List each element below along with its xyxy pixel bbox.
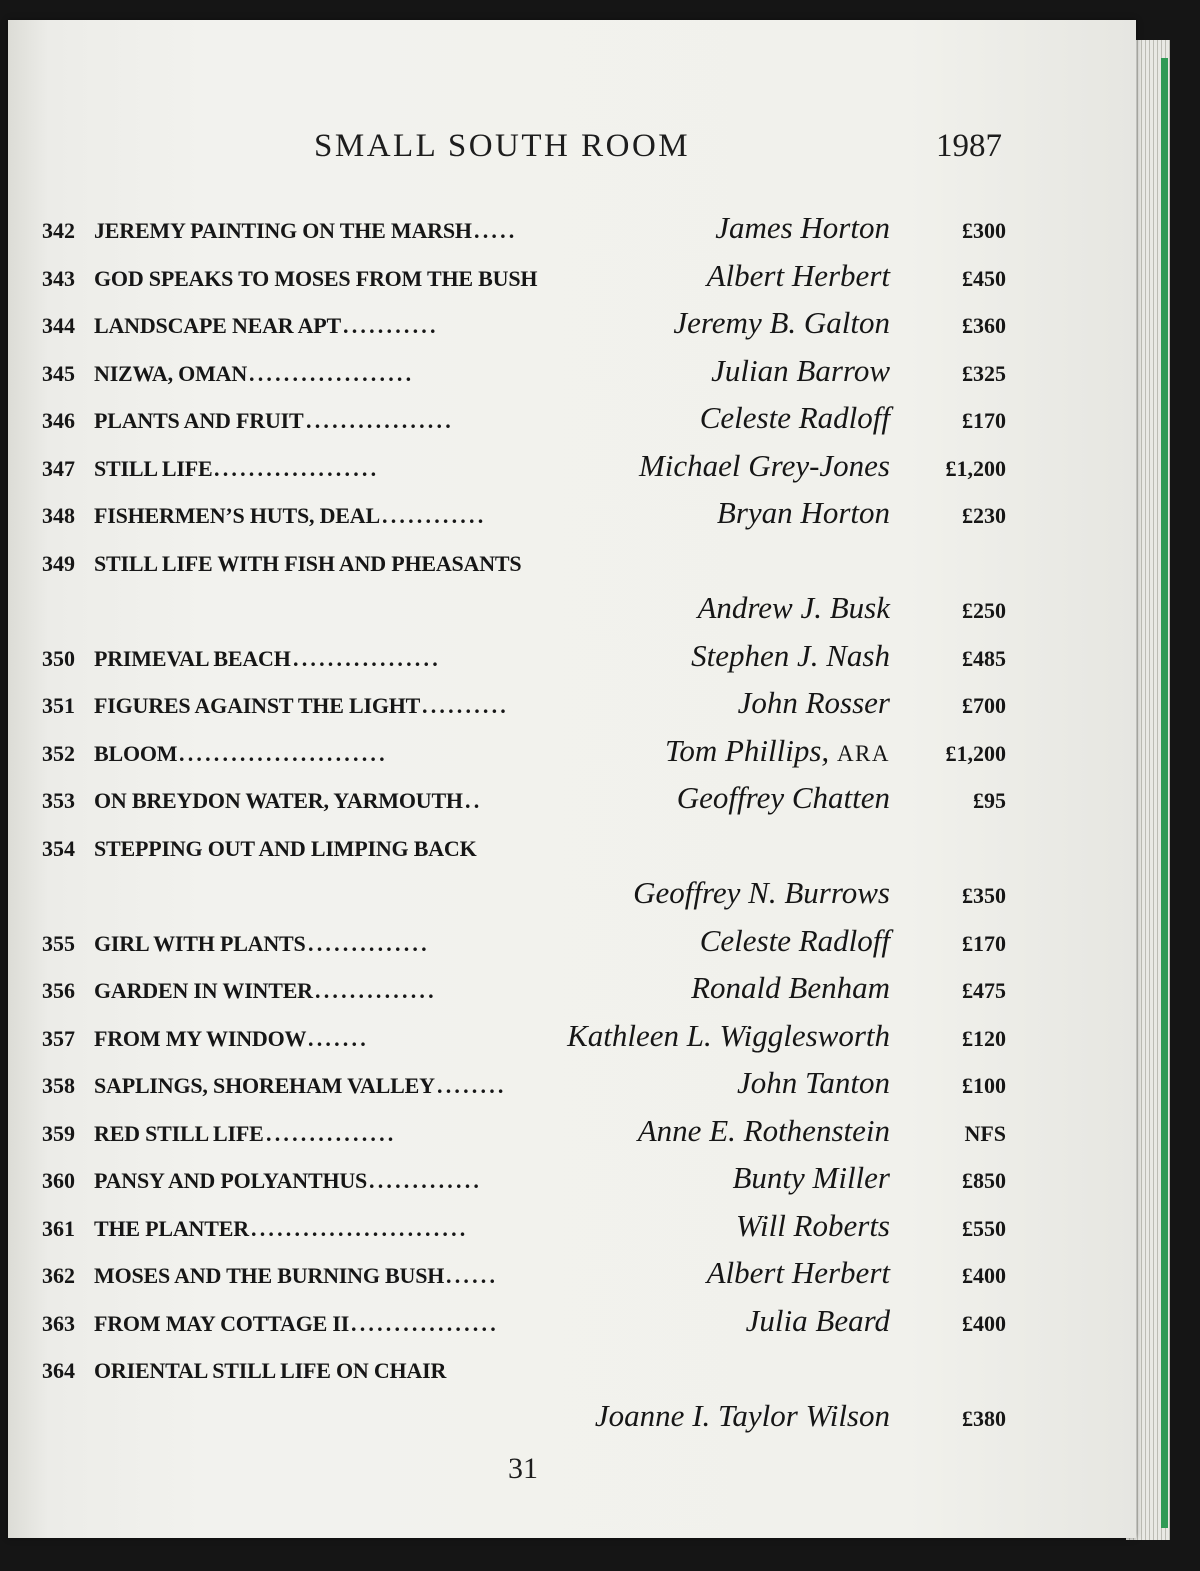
entry-artist: Albert Herbert xyxy=(706,1255,890,1290)
catalogue-entry xyxy=(8,444,1136,492)
entry-number: 352 xyxy=(42,740,75,766)
bookmark-strip xyxy=(1161,58,1168,1528)
dot-leader: ................. xyxy=(306,408,454,433)
dot-leader: .............. xyxy=(315,978,437,1003)
entry-price: £250 xyxy=(962,598,1006,623)
entry-artist: Geoffrey Chatten xyxy=(676,780,890,815)
entry-artist: John Rosser xyxy=(737,685,890,720)
dot-leader: ............... xyxy=(266,1120,397,1146)
entry-artist-group xyxy=(665,733,890,769)
catalogue-entry xyxy=(8,254,1136,302)
catalogue-entry xyxy=(8,776,1136,824)
entry-title: JEREMY PAINTING ON THE MARSH xyxy=(94,218,472,243)
entry-title: RED STILL LIFE xyxy=(94,1120,264,1146)
entry-number: 359 xyxy=(42,1120,75,1146)
entry-title: BLOOM xyxy=(94,740,178,766)
entry-price: £350 xyxy=(962,883,1006,908)
page-number: 31 xyxy=(508,1452,538,1485)
entry-price: £325 xyxy=(962,360,1006,386)
entry-number: 343 xyxy=(42,265,75,291)
entry-price: £850 xyxy=(962,1168,1006,1193)
catalogue-entry xyxy=(8,919,1136,967)
dot-leader: ............ xyxy=(382,503,487,528)
entry-title: THE PLANTER xyxy=(94,1215,249,1241)
entry-number: 357 xyxy=(42,1025,75,1051)
entry-price: £1,200 xyxy=(945,455,1006,481)
catalogue-entry xyxy=(8,206,1136,254)
entry-title: NIZWA, OMAN xyxy=(94,360,248,386)
catalogue-entry xyxy=(8,1156,1136,1204)
dot-leader: .. xyxy=(465,788,483,813)
entry-number: 351 xyxy=(42,693,75,718)
entry-number: 356 xyxy=(42,978,75,1003)
dot-leader: ......................... xyxy=(251,1215,469,1241)
entry-number: 355 xyxy=(42,930,75,956)
entry-title: FIGURES AGAINST THE LIGHT xyxy=(94,693,421,718)
entry-title: STEPPING OUT AND LIMPING BACK xyxy=(94,835,477,861)
entry-number: 349 xyxy=(42,550,75,576)
entry-title: STILL LIFE WITH FISH AND PHEASANTS xyxy=(94,550,522,576)
entry-title: FROM MY WINDOW xyxy=(94,1025,307,1051)
entry-artist: Anne E. Rothenstein xyxy=(637,1112,890,1148)
entry-number: 350 xyxy=(42,645,75,671)
entry-artist: Bunty Miller xyxy=(732,1160,890,1195)
dot-leader: ...... xyxy=(446,1263,499,1288)
entry-price: NFS xyxy=(964,1120,1006,1146)
catalogue-year: 1987 xyxy=(936,128,1002,164)
entry-price: £300 xyxy=(962,218,1006,243)
dot-leader: .......... xyxy=(422,693,509,718)
entry-artist: Kathleen L. Wigglesworth xyxy=(567,1017,890,1053)
entry-number: 361 xyxy=(42,1215,75,1241)
entry-price: £100 xyxy=(962,1073,1006,1098)
dot-leader: ................. xyxy=(351,1310,499,1336)
catalogue-entry xyxy=(8,539,1136,587)
page-header xyxy=(8,128,1136,172)
entry-price: £380 xyxy=(962,1405,1006,1431)
entry-title: PANSY AND POLYANTHUS xyxy=(94,1168,368,1193)
entry-price: £400 xyxy=(962,1310,1006,1336)
catalogue-entry xyxy=(8,1251,1136,1299)
entry-number: 364 xyxy=(42,1358,75,1383)
entry-artist: Will Roberts xyxy=(735,1207,890,1243)
catalogue-entry xyxy=(8,824,1136,872)
entry-artist: Ronald Benham xyxy=(691,970,890,1005)
catalogue-entry xyxy=(8,966,1136,1014)
entry-artist: Julian Barrow xyxy=(711,352,890,388)
entry-title: LANDSCAPE NEAR APT xyxy=(94,313,341,338)
entry-artist: Geoffrey N. Burrows xyxy=(633,875,890,910)
entry-artist: Julia Beard xyxy=(745,1302,890,1338)
entry-number: 344 xyxy=(42,313,75,338)
dot-leader: ................. xyxy=(293,645,441,671)
catalogue-entry xyxy=(8,1346,1136,1394)
entry-title: PLANTS AND FRUIT xyxy=(94,408,304,433)
entry-artist: Tom Phillips, xyxy=(664,732,830,768)
dot-leader: ........ xyxy=(437,1073,507,1098)
entry-artist: James Horton xyxy=(715,210,890,245)
dot-leader: ................... xyxy=(249,360,415,386)
catalogue-entry xyxy=(8,1109,1136,1157)
dot-leader: ........... xyxy=(343,313,439,338)
entry-number: 347 xyxy=(42,455,75,481)
entry-price: £1,200 xyxy=(945,740,1006,766)
entry-title: PRIMEVAL BEACH xyxy=(94,645,291,671)
catalogue-entry xyxy=(8,396,1136,444)
entry-price: £450 xyxy=(962,265,1006,291)
entry-title: MOSES AND THE BURNING BUSH xyxy=(94,1263,445,1288)
catalogue-entry xyxy=(8,1299,1136,1347)
catalogue-entry xyxy=(8,1061,1136,1109)
entry-artist: Stephen J. Nash xyxy=(691,637,890,673)
catalogue-entry xyxy=(8,634,1136,682)
entry-artist: Andrew J. Busk xyxy=(697,590,890,625)
entry-title: FISHERMEN’S HUTS, DEAL xyxy=(94,503,380,528)
entry-price: £170 xyxy=(962,408,1006,433)
dot-leader: ........................ xyxy=(179,740,388,766)
entry-number: 363 xyxy=(42,1310,75,1336)
entry-price: £230 xyxy=(962,503,1006,528)
entry-number: 360 xyxy=(42,1168,75,1193)
catalogue-entry xyxy=(8,871,1136,919)
entry-title: ON BREYDON WATER, YARMOUTH xyxy=(94,788,463,813)
entry-price: £170 xyxy=(962,930,1006,956)
catalogue-entry xyxy=(8,681,1136,729)
entry-title: STILL LIFE xyxy=(94,455,213,481)
entry-artist: Bryan Horton xyxy=(716,495,890,530)
entry-title: GARDEN IN WINTER xyxy=(94,978,313,1003)
entry-price: £485 xyxy=(962,645,1006,671)
entry-price: £400 xyxy=(962,1263,1006,1288)
entry-title: GOD SPEAKS TO MOSES FROM THE BUSH xyxy=(94,265,538,291)
entry-price: £360 xyxy=(962,313,1006,338)
dot-leader: ............. xyxy=(369,1168,483,1193)
artist-honour: ARA xyxy=(836,740,890,766)
entry-artist: John Tanton xyxy=(736,1065,890,1100)
entry-number: 353 xyxy=(42,788,75,813)
catalogue-entry xyxy=(8,729,1136,777)
entry-number: 342 xyxy=(42,218,75,243)
entry-number: 348 xyxy=(42,503,75,528)
entry-number: 358 xyxy=(42,1073,75,1098)
catalogue-entry xyxy=(8,1394,1136,1442)
entry-title: SAPLINGS, SHOREHAM VALLEY xyxy=(94,1073,435,1098)
dot-leader: ....... xyxy=(308,1025,369,1051)
entry-artist: Celeste Radloff xyxy=(699,922,890,958)
room-title: SMALL SOUTH ROOM xyxy=(314,128,691,164)
entry-number: 362 xyxy=(42,1263,75,1288)
entry-price: £550 xyxy=(962,1215,1006,1241)
entry-artist: Jeremy B. Galton xyxy=(673,305,890,340)
dot-leader: ..... xyxy=(474,218,518,243)
entry-price: £475 xyxy=(962,978,1006,1003)
entry-title: ORIENTAL STILL LIFE ON CHAIR xyxy=(94,1358,447,1383)
dot-leader: .............. xyxy=(308,930,430,956)
entry-number: 345 xyxy=(42,360,75,386)
entry-artist: Joanne I. Taylor Wilson xyxy=(594,1397,890,1433)
catalogue-page xyxy=(8,20,1136,1538)
catalogue-entry xyxy=(8,491,1136,539)
dot-leader: ................... xyxy=(214,455,380,481)
entry-number: 346 xyxy=(42,408,75,433)
entry-title: FROM MAY COTTAGE II xyxy=(94,1310,350,1336)
catalogue-entry xyxy=(8,1204,1136,1252)
entry-artist: Michael Grey-Jones xyxy=(638,447,890,483)
entry-list xyxy=(8,206,1136,1441)
entry-title: GIRL WITH PLANTS xyxy=(94,930,306,956)
entry-artist: Celeste Radloff xyxy=(699,400,890,435)
catalogue-entry xyxy=(8,301,1136,349)
entry-price: £700 xyxy=(962,693,1006,718)
entry-price: £120 xyxy=(962,1025,1006,1051)
entry-price: £95 xyxy=(973,788,1006,813)
catalogue-entry xyxy=(8,586,1136,634)
catalogue-entry xyxy=(8,1014,1136,1062)
catalogue-entry xyxy=(8,349,1136,397)
entry-artist: Albert Herbert xyxy=(706,257,890,293)
entry-number: 354 xyxy=(42,835,75,861)
